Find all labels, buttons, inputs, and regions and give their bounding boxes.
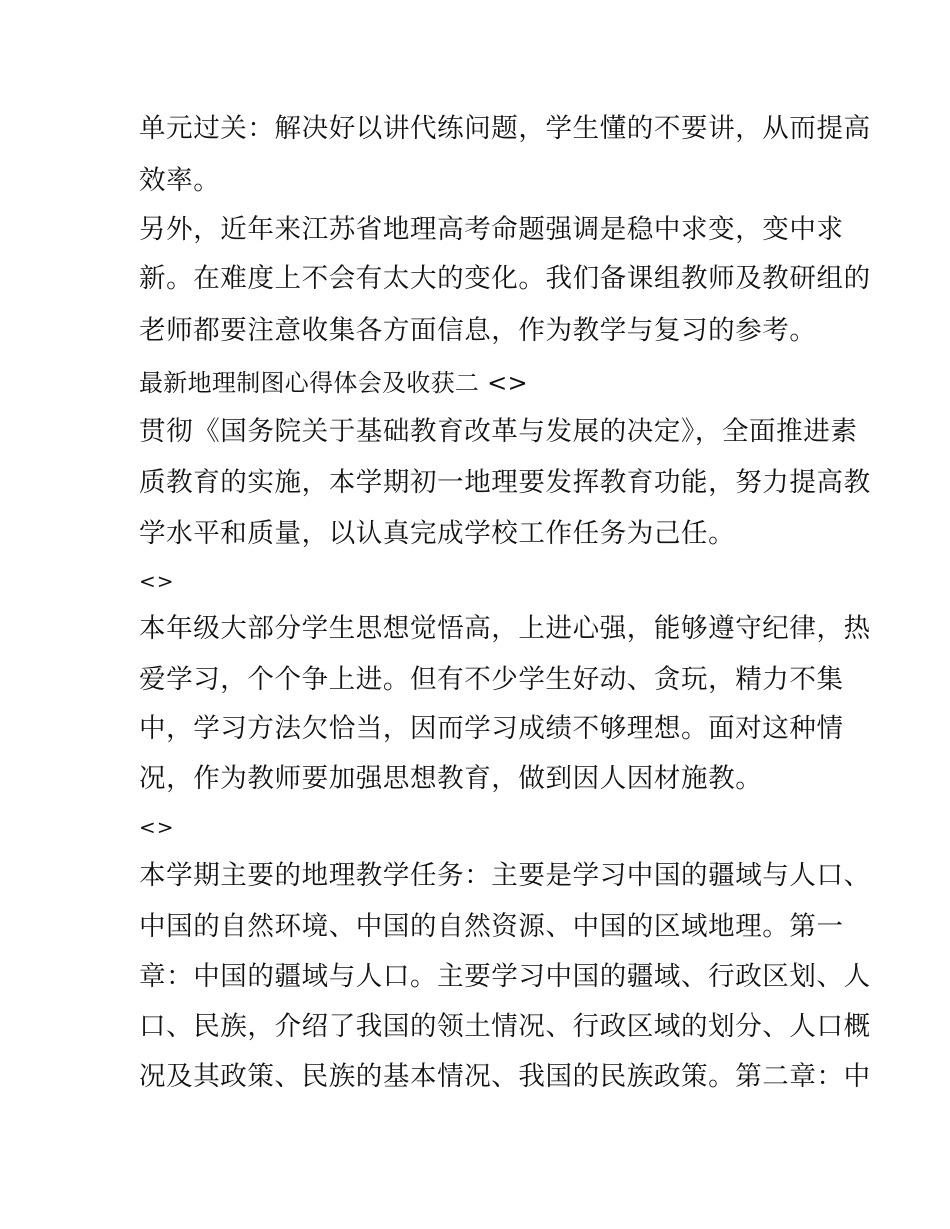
text-line-12: 爱学习，个个争上进。但有不少学生好动、贪玩，精力不集 xyxy=(139,664,844,695)
text-line-1: 单元过关：解决好以讲代练问题，学生懂的不要讲，从而提高 xyxy=(139,113,871,144)
placeholder-marker-2: <> xyxy=(139,815,175,839)
text-line-9: 学水平和质量，以认真完成学校工作任务为己任。 xyxy=(139,518,736,549)
text-line-18: 章：中国的疆域与人口。主要学习中国的疆域、行政区划、人 xyxy=(139,961,871,992)
text-line-5: 老师都要注意收集各方面信息，作为教学与复习的参考。 xyxy=(139,315,817,346)
text-line-11: 本年级大部分学生思想觉悟高，上进心强，能够遵守纪律，热 xyxy=(139,613,871,644)
text-line-4: 新。在难度上不会有太大的变化。我们备课组教师及教研组的 xyxy=(139,263,871,294)
text-line-3: 另外，近年来江苏省地理高考命题强调是稳中求变，变中求 xyxy=(139,214,844,245)
text-line-20: 况及其政策、民族的基本情况、我国的民族政策。第二章：中 xyxy=(139,1061,871,1092)
text-line-16: 本学期主要的地理教学任务：主要是学习中国的疆域与人口、 xyxy=(139,860,871,891)
placeholder-marker-1: <> xyxy=(139,569,175,593)
section-heading: 最新地理制图心得体会及收获二 <> xyxy=(139,369,528,397)
text-line-19: 口、民族，介绍了我国的领土情况、行政区域的划分、人口概 xyxy=(139,1011,871,1042)
text-line-7: 贯彻《国务院关于基础教育改革与发展的决定》，全面推进素 xyxy=(139,416,858,447)
text-line-17: 中国的自然环境、中国的自然资源、中国的区域地理。第一 xyxy=(139,911,844,942)
text-line-2: 效率。 xyxy=(139,165,221,196)
text-line-13: 中，学习方法欠恰当，因而学习成绩不够理想。面对这种情 xyxy=(139,713,844,744)
text-line-14: 况，作为教师要加强思想教育，做到因人因材施教。 xyxy=(139,763,763,794)
text-line-8: 质教育的实施，本学期初一地理要发挥教育功能，努力提高教 xyxy=(139,467,871,498)
